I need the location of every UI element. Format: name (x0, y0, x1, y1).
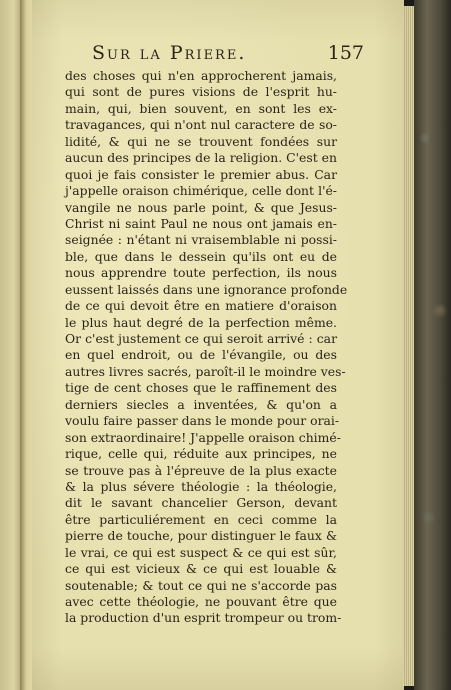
text-line: la production d'un esprit trompeur ou trom- (65, 610, 342, 626)
text-line: avec cette théologie, ne pouvant être que (65, 594, 337, 609)
text-line: j'appelle oraison chimérique, celle dont l'é- (65, 183, 337, 199)
text-line: ble, que dans le dessein qu'ils ont eu de (65, 248, 337, 264)
running-title: Sur la Priere. (92, 42, 247, 64)
text-line: voulu faire passer dans le monde pour orai- (65, 413, 340, 429)
text-line: être particuliérement en ceci comme la (65, 511, 337, 527)
text-line: Or c'est justement ce qui seroit arrivé : car (65, 331, 337, 346)
facing-page-edge (0, 0, 20, 690)
page-stack-edge (403, 6, 414, 686)
text-line: quoi je fais consister le premier abus. Car (65, 166, 337, 182)
text-line: nous apprendre toute perfection, ils nous (65, 265, 337, 281)
text-line: dit le savant chancelier Gerson, devant (65, 495, 337, 511)
text-line: son extraordinaire! J'appelle oraison chimé- (65, 429, 341, 445)
text-line: seignée : n'étant ni vraisemblable ni possi- (65, 232, 337, 248)
text-line: tige de cent choses que le raffinement des (65, 380, 337, 396)
text-line: ce qui est vicieux & ce qui est louable & (65, 561, 337, 577)
text-line: des choses qui n'en approcherent jamais, (65, 68, 337, 83)
text-line: de ce qui devoit être en matiere d'oraison (65, 298, 337, 314)
text-line: main, qui, bien souvent, en sont les ex- (65, 100, 337, 116)
text-line: pierre de touche, pour distinguer le faux & (65, 528, 337, 544)
text-line: vangile ne nous parle point, & que Jesus- (65, 199, 337, 215)
marbled-cover (414, 0, 451, 690)
page-number: 157 (327, 42, 364, 64)
text-line: se trouve pas à l'épreuve de la plus exacte (65, 462, 337, 478)
text-line: derniers siecles a inventées, & qu'on a (65, 396, 337, 412)
page-header (92, 42, 364, 68)
text-line: soutenable; & tout ce qui ne s'accorde pas (65, 577, 337, 593)
text-line: rique, celle qui, réduite aux principes, ne (65, 446, 337, 462)
text-line: & la plus sévere théologie : la théologie, (65, 478, 337, 494)
text-line: Christ ni saint Paul ne nous ont jamais en- (65, 215, 337, 231)
text-line: en quel endroit, ou de l'évangile, ou des (65, 347, 337, 363)
body-text (65, 68, 348, 627)
text-line: lidité, & qui ne se trouvent fondées sur (65, 133, 337, 149)
text-line: autres livres sacrés, paroît-il le moindre ves- (65, 363, 346, 379)
text-line: le vrai, ce qui est suspect & ce qui est sûr, (65, 544, 337, 560)
text-line: le plus haut degré de la perfection même. (65, 314, 337, 330)
text-line: eussent laissés dans une ignorance profonde (65, 281, 348, 297)
text-line: qui sont de pures visions de l'esprit hu- (65, 84, 337, 100)
text-line: aucun des principes de la religion. C'est en (65, 150, 337, 166)
text-line: travagances, qui n'ont nul caractere de so- (65, 117, 337, 133)
